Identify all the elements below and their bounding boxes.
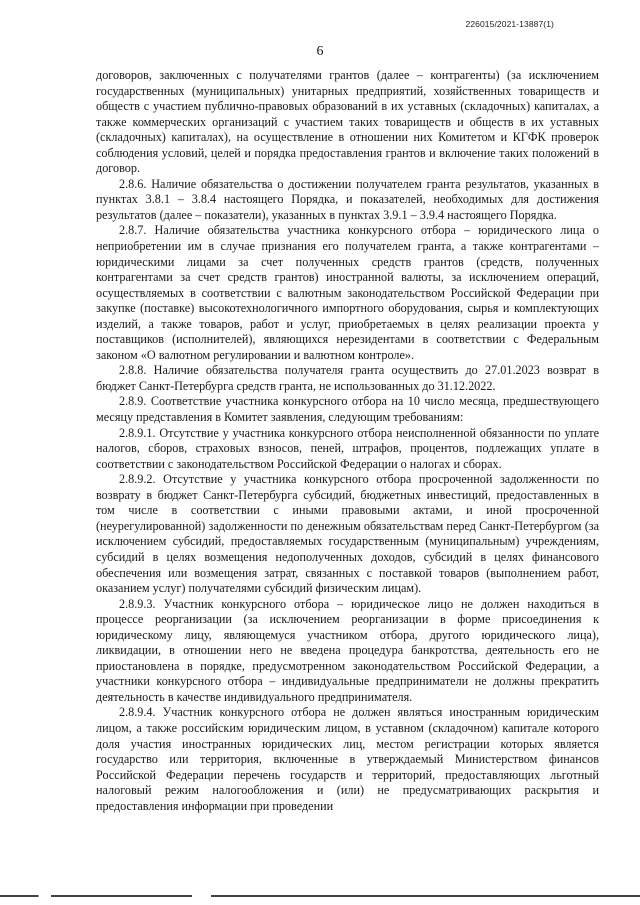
paragraph-continuation: договоров, заключенных с получателями грантов (далее – контрагенты) (за исключением государственных (муниципальных) унитарных предприятий, хозяйственных товариществ и обществ с участием публично-правовых образований в их уставных (складочных) капиталах, а также коммерческих организаций с участием таких товариществ и обществ в их уставных (складочных) капиталах), на осуществление в отношении них Комитетом и КГФК проверок соблюдения условий, целей и порядка предоставления грантов и включение таких положений в договор.: [96, 68, 599, 176]
page-number: 6: [316, 44, 324, 59]
paragraph-2-8-7: 2.8.7. Наличие обязательства участника конкурсного отбора – юридического лица о неприобретении им в случае признания его получателем гранта, а также контрагентами – юридическими лицами за счет полученных средств грантов (средств, полученных контрагентами за счет средств грантов) иностранной валюты, за исключением операций, осуществляемых в соответствии с валютным законодательством Российской Федерации при закупке (поставке) высокотехнологичного импортного оборудования, сырья и комплектующих изделий, а также товаров, работ и услуг, приобретаемых в целях реализации проекта у поставщиков (исполнителей), являющихся нерезидентами в соответствии с Федеральным законом «О валютном регулировании и валютном контроле».: [96, 223, 599, 362]
paragraph-2-8-9-4: 2.8.9.4. Участник конкурсного отбора не должен являться иностранным юридическим лицом, а также российским юридическим лицом, в уставном (складочном) капитале которого доля участия иностранных юридических лиц, местом регистрации которых является государство или территория, включенные в утверждаемый Министерством финансов Российской Федерации перечень государств и территорий, предоставляющих льготный налоговый режим налогообложения и (или) не предусматривающих раскрытия и предоставления информации при проведении: [96, 705, 599, 813]
scan-edge-line: [0, 895, 640, 897]
document-body: [96, 68, 599, 814]
paragraph-2-8-9-3: 2.8.9.3. Участник конкурсного отбора – юридическое лицо не должен находиться в процессе реорганизации (за исключением реорганизации в форме присоединения к юридическому лицу, являющемуся участником отбора, другого юридического лица), ликвидации, в отношении него не введена процедура банкротства, деятельность его не приостановлена в порядке, предусмотренном законодательством Российской Федерации, а участники конкурсного отбора – индивидуальные предприниматели не должны прекратить деятельность в качестве индивидуального предпринимателя.: [96, 596, 599, 704]
paragraph-2-8-9-1: 2.8.9.1. Отсутствие у участника конкурсного отбора неисполненной обязанности по уплате налогов, сборов, страховых взносов, пеней, штрафов, процентов, подлежащих уплате в соответствии с законодательством Российской Федерации о налогах и сборах.: [96, 425, 599, 471]
document-registration-number: 226015/2021-13887(1): [465, 19, 554, 29]
paragraph-2-8-9: 2.8.9. Соответствие участника конкурсного отбора на 10 число месяца, предшествующего месяцу представления в Комитет заявления, следующим требованиям:: [96, 394, 599, 425]
paragraph-2-8-8: 2.8.8. Наличие обязательства получателя гранта осуществить до 27.01.2023 возврат в бюджет Санкт-Петербурга средств гранта, не использованных до 31.12.2022.: [96, 363, 599, 393]
paragraph-2-8-6: 2.8.6. Наличие обязательства о достижении получателем гранта результатов, указанных в пунктах 3.8.1 – 3.8.4 настоящего Порядка, и показателей, необходимых для достижения результатов (далее – показатели), указанных в пунктах 3.9.1 – 3.9.4 настоящего Порядка.: [96, 176, 599, 222]
paragraph-2-8-9-2: 2.8.9.2. Отсутствие у участника конкурсного отбора просроченной задолженности по возврату в бюджет Санкт-Петербурга субсидий, бюджетных инвестиций, предоставленных в том числе в соответствии с иными правовыми актами, и иной просроченной (неурегулированной) задолженности по денежным обязательствам перед Санкт-Петербургом (за исключением субсидий, предоставляемых государственным (муниципальным) учреждениям, субсидий в целях возмещения недополученных доходов, субсидий в целях финансового обеспечения или возмещения затрат, связанных с поставкой товаров (выполнением работ, оказанием услуг) получателями субсидий физическим лицам).: [96, 472, 599, 596]
